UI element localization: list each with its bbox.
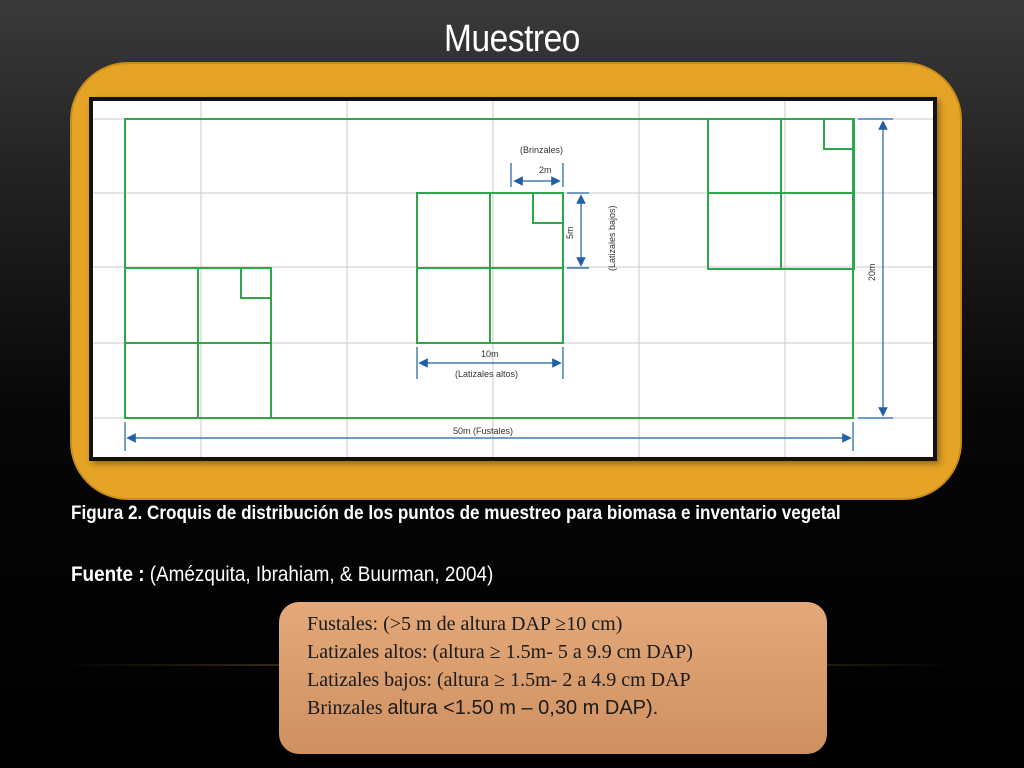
source-text: (Amézquita, Ibrahiam, & Buurman, 2004): [144, 563, 494, 586]
subplot-right: [708, 119, 854, 269]
subplot-left: [125, 268, 271, 418]
legend-latizales-bajos: Latizales bajos: (altura ≥ 1.5m- 2 a 4.9 cm DAP: [307, 669, 691, 691]
label-2m: 2m: [539, 165, 552, 175]
subplot-center: [417, 193, 563, 343]
label-5m: 5m: [565, 226, 575, 239]
category-legend: [279, 602, 827, 754]
slide-title: Muestreo: [444, 18, 580, 60]
label-50m-fustales: 50m (Fustales): [453, 426, 514, 436]
legend-brinzales: [307, 694, 827, 722]
source-label: Fuente :: [71, 563, 145, 586]
label-10m: 10m: [481, 349, 499, 359]
label-latizales-bajos: (Latizales bajos): [607, 205, 617, 271]
figure-caption: Figura 2. Croquis de distribución de los puntos de muestreo para biomasa e inventario vegetal: [71, 503, 841, 524]
sampling-diagram-svg: [93, 101, 933, 457]
legend-brinzales-label: Brinzales: [307, 697, 388, 719]
background-grid: [93, 101, 933, 457]
legend-fustales: Fustales: (>5 m de altura DAP ≥10 cm): [307, 613, 623, 635]
label-brinzales: (Brinzales): [520, 145, 564, 155]
legend-latizales-altos: Latizales altos: (altura ≥ 1.5m- 5 a 9.9 cm DAP): [307, 641, 693, 663]
legend-brinzales-detail: altura <1.50 m – 0,30 m DAP).: [387, 697, 659, 719]
sampling-diagram: [89, 97, 937, 461]
label-20m: 20m: [867, 263, 877, 281]
label-latizales-altos: (Latizales altos): [455, 369, 519, 379]
figure-source: [71, 560, 881, 590]
